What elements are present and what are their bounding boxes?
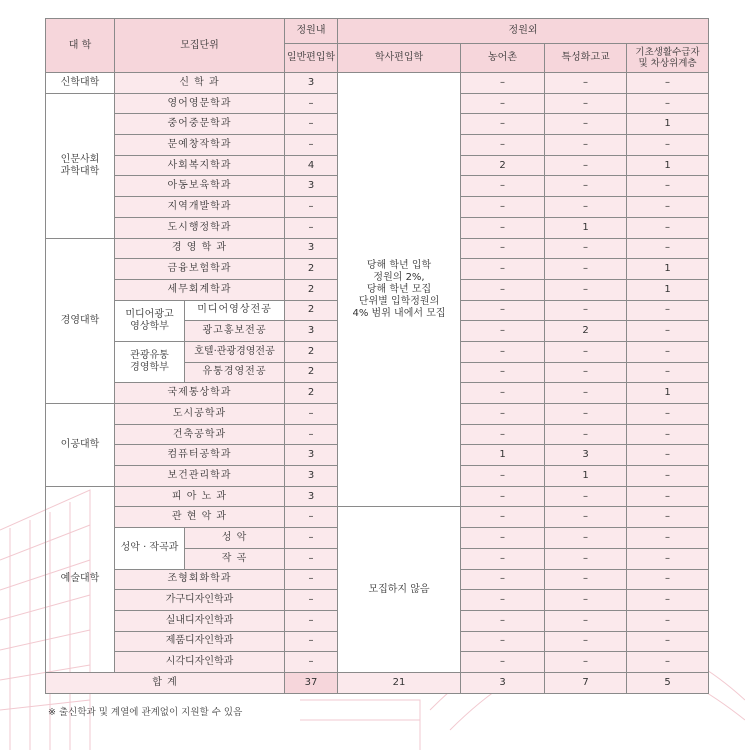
- basic-cell: –: [627, 652, 709, 673]
- dept-cell: 도시공학과: [115, 404, 285, 425]
- farm-cell: –: [461, 259, 545, 280]
- spec-cell: –: [545, 528, 627, 549]
- gen-cell: –: [285, 548, 338, 569]
- basic-cell: –: [627, 135, 709, 156]
- basic-cell: –: [627, 610, 709, 631]
- basic-cell: –: [627, 197, 709, 218]
- dept-group-cell: 관광유통 경영학부: [115, 341, 185, 382]
- farm-cell: –: [461, 135, 545, 156]
- gen-cell: –: [285, 424, 338, 445]
- spec-cell: –: [545, 590, 627, 611]
- gen-cell: –: [285, 569, 338, 590]
- dept-cell: 조형회화학과: [115, 569, 285, 590]
- farm-cell: –: [461, 93, 545, 114]
- college-cell: 이공대학: [46, 404, 115, 487]
- gen-cell: 2: [285, 383, 338, 404]
- farm-cell: –: [461, 238, 545, 259]
- dept-cell: 중어중문학과: [115, 114, 285, 135]
- college-cell: 예술대학: [46, 486, 115, 672]
- spec-cell: –: [545, 362, 627, 383]
- basic-cell: –: [627, 238, 709, 259]
- farm-cell: –: [461, 569, 545, 590]
- spec-cell: –: [545, 631, 627, 652]
- farm-cell: –: [461, 548, 545, 569]
- basic-cell: –: [627, 548, 709, 569]
- dept-cell: 제품디자인학과: [115, 631, 285, 652]
- gen-cell: –: [285, 590, 338, 611]
- basic-cell: –: [627, 445, 709, 466]
- farm-cell: –: [461, 73, 545, 94]
- gen-cell: 3: [285, 238, 338, 259]
- farm-cell: –: [461, 176, 545, 197]
- farm-cell: –: [461, 362, 545, 383]
- total-spec: 7: [545, 672, 627, 693]
- farm-cell: –: [461, 197, 545, 218]
- spec-cell: –: [545, 176, 627, 197]
- dept-cell: 영어영문학과: [115, 93, 285, 114]
- basic-cell: –: [627, 341, 709, 362]
- basic-cell: –: [627, 300, 709, 321]
- spec-cell: –: [545, 279, 627, 300]
- spec-cell: –: [545, 155, 627, 176]
- dept-cell: 문예창작학과: [115, 135, 285, 156]
- dept-cell: 보건관리학과: [115, 466, 285, 487]
- farm-cell: –: [461, 217, 545, 238]
- spec-cell: 3: [545, 445, 627, 466]
- dept-cell: 실내디자인학과: [115, 610, 285, 631]
- total-farm: 3: [461, 672, 545, 693]
- spec-cell: –: [545, 93, 627, 114]
- farm-cell: –: [461, 610, 545, 631]
- dept-cell: 관 현 악 과: [115, 507, 285, 528]
- dept-cell: 신 학 과: [115, 73, 285, 94]
- spec-cell: –: [545, 341, 627, 362]
- total-gen: 37: [285, 672, 338, 693]
- gen-cell: –: [285, 135, 338, 156]
- gen-cell: 3: [285, 466, 338, 487]
- basic-cell: –: [627, 73, 709, 94]
- gen-cell: 2: [285, 259, 338, 280]
- basic-cell: –: [627, 590, 709, 611]
- basic-cell: 1: [627, 279, 709, 300]
- dept-cell: 금융보험학과: [115, 259, 285, 280]
- header-unit: 모집단위: [115, 19, 285, 73]
- dept-group-cell: 미디어광고 영상학부: [115, 300, 185, 341]
- spec-cell: 1: [545, 466, 627, 487]
- spec-cell: –: [545, 610, 627, 631]
- basic-cell: –: [627, 176, 709, 197]
- farm-cell: –: [461, 300, 545, 321]
- footnote: ※ 출신학과 및 계열에 관계없이 지원할 수 있음: [48, 707, 243, 718]
- dept-cell: 광고홍보전공: [185, 321, 285, 342]
- farm-cell: –: [461, 486, 545, 507]
- bachelor-merged-cell: 모집하지 않음: [338, 507, 461, 673]
- dept-cell: 유통경영전공: [185, 362, 285, 383]
- farm-cell: –: [461, 631, 545, 652]
- farm-cell: 2: [461, 155, 545, 176]
- basic-cell: –: [627, 93, 709, 114]
- spec-cell: 1: [545, 217, 627, 238]
- farm-cell: –: [461, 404, 545, 425]
- gen-cell: –: [285, 197, 338, 218]
- spec-cell: –: [545, 114, 627, 135]
- basic-cell: 1: [627, 155, 709, 176]
- spec-cell: –: [545, 300, 627, 321]
- dept-cell: 지역개발학과: [115, 197, 285, 218]
- farm-cell: –: [461, 279, 545, 300]
- bachelor-merged-cell: 당해 학년 입학 정원의 2%, 당해 학년 모집 단위별 입학정원의 4% 범위 내에서 모집: [338, 73, 461, 507]
- basic-cell: –: [627, 528, 709, 549]
- basic-cell: 1: [627, 114, 709, 135]
- spec-cell: –: [545, 73, 627, 94]
- basic-cell: –: [627, 424, 709, 445]
- header-farming-village: 농어촌: [461, 44, 545, 73]
- farm-cell: –: [461, 528, 545, 549]
- farm-cell: –: [461, 507, 545, 528]
- gen-cell: –: [285, 652, 338, 673]
- gen-cell: –: [285, 610, 338, 631]
- gen-cell: 3: [285, 73, 338, 94]
- header-specialized-hs: 특성화고교: [545, 44, 627, 73]
- dept-cell: 세무회계학과: [115, 279, 285, 300]
- farm-cell: –: [461, 114, 545, 135]
- spec-cell: –: [545, 569, 627, 590]
- spec-cell: –: [545, 424, 627, 445]
- gen-cell: –: [285, 217, 338, 238]
- basic-cell: –: [627, 631, 709, 652]
- dept-group-cell: 성악 · 작곡과: [115, 528, 185, 569]
- spec-cell: –: [545, 238, 627, 259]
- spec-cell: –: [545, 548, 627, 569]
- spec-cell: –: [545, 652, 627, 673]
- gen-cell: 3: [285, 176, 338, 197]
- spec-cell: –: [545, 486, 627, 507]
- gen-cell: –: [285, 507, 338, 528]
- college-cell: 신학대학: [46, 73, 115, 94]
- gen-cell: –: [285, 631, 338, 652]
- basic-cell: –: [627, 217, 709, 238]
- total-bachelor: 21: [338, 672, 461, 693]
- gen-cell: 4: [285, 155, 338, 176]
- farm-cell: –: [461, 424, 545, 445]
- farm-cell: 1: [461, 445, 545, 466]
- basic-cell: –: [627, 404, 709, 425]
- farm-cell: –: [461, 321, 545, 342]
- header-university: 대 학: [46, 19, 115, 73]
- college-cell: 인문사회 과학대학: [46, 93, 115, 238]
- farm-cell: –: [461, 383, 545, 404]
- basic-cell: –: [627, 362, 709, 383]
- gen-cell: 3: [285, 486, 338, 507]
- spec-cell: –: [545, 259, 627, 280]
- admission-quota-table: [45, 18, 709, 694]
- farm-cell: –: [461, 341, 545, 362]
- farm-cell: –: [461, 466, 545, 487]
- dept-cell: 경 영 학 과: [115, 238, 285, 259]
- dept-cell: 미디어영상전공: [185, 300, 285, 321]
- gen-cell: 2: [285, 279, 338, 300]
- dept-cell: 성 악: [185, 528, 285, 549]
- gen-cell: 3: [285, 445, 338, 466]
- gen-cell: 3: [285, 321, 338, 342]
- header-inside-quota: 정원내: [285, 19, 338, 44]
- dept-cell: 도시행정학과: [115, 217, 285, 238]
- basic-cell: –: [627, 486, 709, 507]
- dept-cell: 시각디자인학과: [115, 652, 285, 673]
- header-outside-quota: 정원외: [338, 19, 709, 44]
- basic-cell: –: [627, 466, 709, 487]
- basic-cell: –: [627, 321, 709, 342]
- gen-cell: 2: [285, 300, 338, 321]
- dept-cell: 피 아 노 과: [115, 486, 285, 507]
- gen-cell: 2: [285, 341, 338, 362]
- gen-cell: –: [285, 93, 338, 114]
- farm-cell: –: [461, 590, 545, 611]
- dept-cell: 호텔·관광경영전공: [185, 341, 285, 362]
- header-basic-living: 기초생활수급자 및 차상위계층: [627, 44, 709, 73]
- dept-cell: 컴퓨터공학과: [115, 445, 285, 466]
- spec-cell: –: [545, 383, 627, 404]
- gen-cell: –: [285, 114, 338, 135]
- basic-cell: 1: [627, 259, 709, 280]
- basic-cell: –: [627, 569, 709, 590]
- dept-cell: 국제통상학과: [115, 383, 285, 404]
- dept-cell: 아동보육학과: [115, 176, 285, 197]
- gen-cell: 2: [285, 362, 338, 383]
- dept-cell: 가구디자인학과: [115, 590, 285, 611]
- dept-cell: 작 곡: [185, 548, 285, 569]
- gen-cell: –: [285, 404, 338, 425]
- dept-cell: 사회복지학과: [115, 155, 285, 176]
- header-bachelor-transfer: 학사편입학: [338, 44, 461, 73]
- basic-cell: –: [627, 507, 709, 528]
- spec-cell: –: [545, 404, 627, 425]
- spec-cell: –: [545, 197, 627, 218]
- farm-cell: –: [461, 652, 545, 673]
- gen-cell: –: [285, 528, 338, 549]
- total-label: 합 계: [46, 672, 285, 693]
- dept-cell: 건축공학과: [115, 424, 285, 445]
- spec-cell: –: [545, 507, 627, 528]
- spec-cell: 2: [545, 321, 627, 342]
- header-general-transfer: 일반편입학: [285, 44, 338, 73]
- total-basic: 5: [627, 672, 709, 693]
- basic-cell: 1: [627, 383, 709, 404]
- spec-cell: –: [545, 135, 627, 156]
- college-cell: 경영대학: [46, 238, 115, 404]
